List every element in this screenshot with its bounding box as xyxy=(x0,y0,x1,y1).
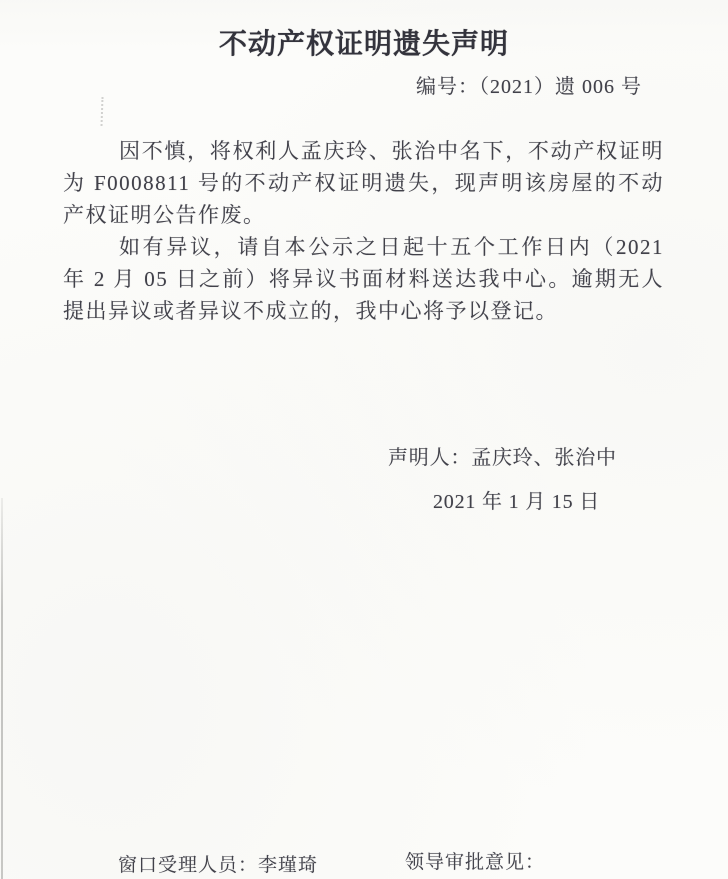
window-staff-name: 李瑾琦 xyxy=(258,855,319,876)
leader-approval-label: 领导审批意见： xyxy=(405,852,546,873)
declarant-line: 声明人：孟庆玲、张治中 xyxy=(388,447,617,469)
document-body xyxy=(63,135,664,327)
scan-smudge-mark xyxy=(100,97,103,126)
signature-date-line: 2021 年 1 月 15 日 xyxy=(433,491,600,513)
signature-block xyxy=(0,441,728,514)
paragraph-loss-statement: 因不慎，将权利人孟庆玲、张治中名下，不动产权证明为 F0008811 号的不动产权证明遗失，现声明该房屋的不动产权证明公告作废。 xyxy=(63,139,664,227)
document-number-line: 编号：（2021）遗 006 号 xyxy=(416,76,642,98)
paragraph-objection-notice: 如有异议，请自本公示之日起十五个工作日内（2021 年 2 月 05 日之前）将异议书面材料送达我中心。逾期无人提出异议或者异议不成立的，我中心将予以登记。 xyxy=(63,235,664,323)
window-staff-field xyxy=(118,850,318,877)
scan-page-edge-line xyxy=(1,498,3,879)
window-staff-label: 窗口受理人员： xyxy=(118,855,259,876)
document-title: 不动产权证明遗失声明 xyxy=(218,29,509,60)
